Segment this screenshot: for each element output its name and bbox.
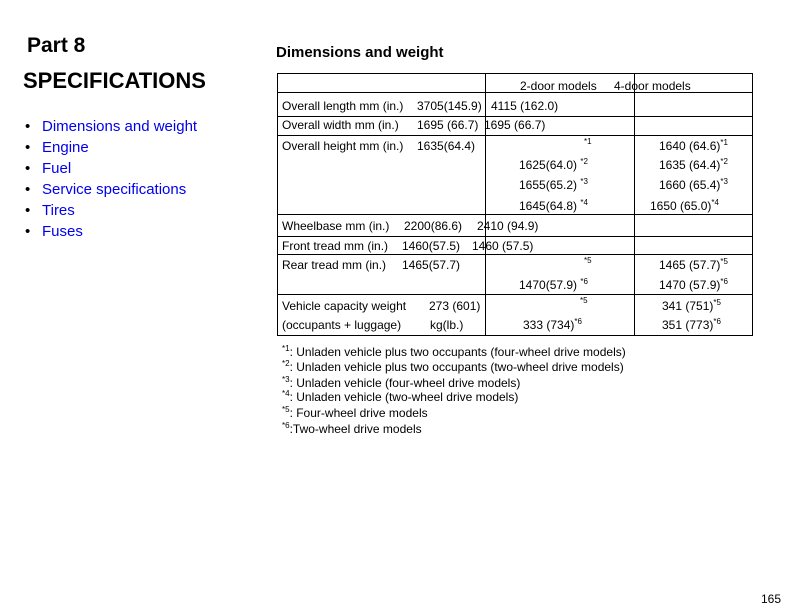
cell-rear-tread-2door-1: 1465(57.7): [402, 258, 461, 272]
cell-rear-tread-2door-2: 1470(57.9) $^{*6}$: [519, 277, 588, 292]
cell-width-2door: 1695 (66.7): [417, 118, 479, 132]
row-label-wheelbase: Wheelbase mm (in.): [282, 219, 390, 233]
cell-height-4door-1: 1640 $(64.6)^{*1}$: [659, 138, 728, 153]
table-rule: [278, 294, 752, 295]
cell-length-2door: 3705(145.9): [417, 99, 482, 113]
part-label: Part 8: [27, 34, 86, 57]
cell-rear-tread-4door-1: 1465 $(57.7)^{*5}$: [659, 257, 728, 272]
cell-rear-tread-4door-2: 1470 $(57.9)^{*6}$: [659, 277, 728, 292]
page-number: 165: [761, 592, 782, 606]
toc-link[interactable]: Service specifications: [42, 181, 187, 198]
footnote-6: $^{*6}$:Two-wheel drive models: [282, 421, 422, 436]
cell-front-tread-4door: 1460 (57.5): [472, 239, 534, 253]
cell-front-tread-2door: 1460(57.5): [402, 239, 461, 253]
table-rule: [278, 116, 752, 117]
col-header-4door: 4-door models: [614, 79, 691, 93]
chapter-title: SPECIFICATIONS: [23, 68, 206, 93]
cell-height-2door-1: 1635(64.4): [417, 139, 476, 153]
row-label-rear-tread: Rear tread mm (in.): [282, 258, 387, 272]
cell-capacity-2door-1: 273 (601): [429, 299, 481, 313]
table-rule: [278, 254, 752, 255]
cell-length-4door: 4115 (162.0): [491, 99, 559, 113]
cell-height-4door-3: 1660 $(65.4)^{*3}$: [659, 177, 728, 192]
row-label-capacity: Vehicle capacity weight: [282, 299, 407, 313]
cell-height-2door-4: 1645(64.8) $^{*4}$: [519, 198, 588, 213]
footnote-4: $^{*4}$: Unladen vehicle (two-wheel drive models): [282, 389, 519, 404]
cell-capacity-4door-1: 341 $(751)^{*5}$: [662, 298, 721, 313]
cell-wheelbase-4door: 2410 (94.9): [477, 219, 539, 233]
footnote-mark: *5: [580, 296, 588, 305]
toc-item-fuses[interactable]: [25, 221, 197, 242]
toc-link[interactable]: Tires: [42, 202, 75, 219]
footnote-mark: *1: [584, 137, 592, 146]
footnote-2: $^{*2}$: Unladen vehicle plus two occupants (two-wheel drive models): [282, 359, 624, 374]
footnote-3: $^{*3}$: Unladen vehicle (four-wheel drive models): [282, 375, 521, 390]
row-label-capacity-2: (occupants + luggage): [282, 318, 402, 332]
table-column-rule: [485, 74, 486, 335]
toc-link[interactable]: Fuel: [42, 160, 72, 177]
table-rule: [278, 135, 752, 136]
footnote-mark: *5: [584, 256, 592, 265]
table-rule: [278, 236, 752, 237]
row-label-front-tread: Front tread mm (in.): [282, 239, 389, 253]
row-label-height: Overall height mm (in.): [282, 139, 404, 153]
row-label-width: Overall width mm (in.): [282, 118, 399, 132]
toc-list: [25, 116, 197, 242]
cell-width-4door: 1695 (66.7): [484, 118, 546, 132]
cell-height-2door-3: 1655(65.2) $^{*3}$: [519, 177, 588, 192]
toc-link[interactable]: Dimensions and weight: [42, 118, 198, 135]
row-label-length: Overall length mm (in.): [282, 99, 404, 113]
cell-height-2door-2: 1625(64.0) $^{*2}$: [519, 157, 588, 172]
col-header-2door: 2-door models: [520, 79, 597, 93]
spec-table: [277, 73, 753, 336]
table-column-rule: [634, 74, 635, 335]
cell-capacity-4door-2: 351 $(773)^{*6}$: [662, 317, 721, 332]
capacity-unit: kg(lb.): [430, 318, 464, 332]
cell-height-4door-2: 1635 $(64.4)^{*2}$: [659, 157, 728, 172]
toc-item-dimensions[interactable]: [25, 116, 197, 137]
cell-capacity-2door-2: 333 $(734)^{*6}$: [523, 317, 582, 332]
cell-height-4door-4: 1650 $(65.0)^{*4}$: [650, 198, 719, 213]
toc-item-tires[interactable]: [25, 200, 197, 221]
footnote-5: $^{*5}$: Four-wheel drive models: [282, 405, 428, 420]
section-title: Dimensions and weight: [276, 44, 444, 61]
toc-item-fuel[interactable]: [25, 158, 197, 179]
toc-item-engine[interactable]: [25, 137, 197, 158]
toc-link[interactable]: Engine: [42, 139, 89, 156]
toc-link[interactable]: Fuses: [42, 223, 83, 240]
cell-wheelbase-2door: 2200(86.6): [404, 219, 463, 233]
toc-item-service[interactable]: [25, 179, 197, 200]
footnote-1: $^{*1}$: Unladen vehicle plus two occupants (four-wheel drive models): [282, 344, 626, 359]
